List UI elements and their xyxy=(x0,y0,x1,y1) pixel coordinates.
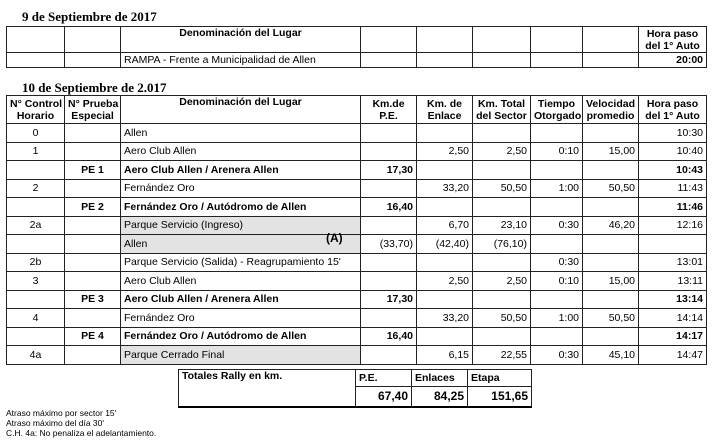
cell-lugar: Fernández Oro xyxy=(121,179,361,198)
cell-control: 4 xyxy=(7,309,65,328)
cell-tiempo xyxy=(531,198,583,217)
day1-hora: 20:00 xyxy=(639,53,707,68)
header-kmtotal: Km. Total del Sector xyxy=(473,96,531,124)
cell-velocidad: 50,50 xyxy=(583,179,639,198)
cell-km-total xyxy=(473,253,531,272)
annotation-label: (A) xyxy=(326,231,343,245)
stage-row xyxy=(7,198,707,217)
cell-tiempo xyxy=(531,290,583,309)
cell-lugar: Parque Servicio (Ingreso) xyxy=(121,216,361,235)
cell-lugar: Aero Club Allen / Arenera Allen xyxy=(121,290,361,309)
header-tiempo: Tiempo Otorgado xyxy=(531,96,583,124)
cell-tiempo: 0:30 xyxy=(531,253,583,272)
cell-velocidad xyxy=(583,327,639,346)
cell-velocidad: 15,00 xyxy=(583,272,639,291)
cell-velocidad: 46,20 xyxy=(583,216,639,235)
cell-tiempo xyxy=(531,124,583,143)
header-hora: Hora paso del 1° Auto xyxy=(639,96,707,124)
cell-lugar: Fernández Oro / Autódromo de Allen xyxy=(121,198,361,217)
cell-hora: 10:30 xyxy=(639,124,707,143)
cell-hora xyxy=(639,235,707,254)
table-row xyxy=(7,142,707,161)
cell-km-enlace: 33,20 xyxy=(417,309,473,328)
cell-control: 3 xyxy=(7,272,65,291)
stage-row xyxy=(7,327,707,346)
cell-velocidad: 50,50 xyxy=(583,309,639,328)
cell-lugar: Aero Club Allen xyxy=(121,142,361,161)
totals-pe-label: P.E. xyxy=(356,370,412,387)
cell-lugar: Fernández Oro xyxy=(121,309,361,328)
day2-header-row xyxy=(7,96,707,124)
note-sector: Atraso máximo por sector 15' xyxy=(6,408,117,418)
cell-km-enlace xyxy=(417,124,473,143)
cell-km-enlace xyxy=(417,253,473,272)
cell-hora: 11:46 xyxy=(639,198,707,217)
cell-km-pe xyxy=(361,309,417,328)
cell-hora: 14:17 xyxy=(639,327,707,346)
cell-prueba xyxy=(65,142,121,161)
cell-lugar: Allen xyxy=(121,235,361,254)
cell-km-enlace: 33,20 xyxy=(417,179,473,198)
cell-km-total xyxy=(473,124,531,143)
day1-header-row xyxy=(7,27,707,53)
day1-lugar-header: Denominación del Lugar xyxy=(121,27,361,53)
cell-lugar: Aero Club Allen xyxy=(121,272,361,291)
totals-etapa-label: Etapa xyxy=(468,370,532,387)
cell-lugar: Parque Servicio (Salida) - Reagrupamiento 15' xyxy=(121,253,361,272)
cell-prueba: PE 3 xyxy=(65,290,121,309)
stage-row xyxy=(7,161,707,180)
cell-prueba xyxy=(65,346,121,365)
cell-velocidad: 45,10 xyxy=(583,346,639,365)
cell-control xyxy=(7,161,65,180)
cell-prueba: PE 2 xyxy=(65,198,121,217)
cell-prueba xyxy=(65,216,121,235)
cell-velocidad xyxy=(583,124,639,143)
cell-hora: 11:43 xyxy=(639,179,707,198)
cell-control: 2a xyxy=(7,216,65,235)
table-row xyxy=(7,235,707,254)
cell-lugar: Aero Club Allen / Arenera Allen xyxy=(121,161,361,180)
cell-prueba: PE 1 xyxy=(65,161,121,180)
cell-km-pe xyxy=(361,253,417,272)
cell-hora: 14:47 xyxy=(639,346,707,365)
cell-velocidad xyxy=(583,198,639,217)
cell-km-total xyxy=(473,161,531,180)
day2-title: 10 de Septiembre de 2.017 xyxy=(22,80,167,95)
totals-etapa-value: 151,65 xyxy=(468,387,532,407)
cell-tiempo: 0:30 xyxy=(531,346,583,365)
cell-lugar: Allen xyxy=(121,124,361,143)
cell-control xyxy=(7,198,65,217)
cell-hora: 13:01 xyxy=(639,253,707,272)
cell-control xyxy=(7,290,65,309)
cell-prueba xyxy=(65,179,121,198)
cell-km-enlace xyxy=(417,290,473,309)
cell-km-pe xyxy=(361,124,417,143)
header-prueba: N° Prueba Especial xyxy=(65,96,121,124)
day1-hora-header: Hora paso del 1° Auto xyxy=(639,27,707,53)
cell-km-total: (76,10) xyxy=(473,235,531,254)
cell-prueba xyxy=(65,124,121,143)
cell-km-pe: 16,40 xyxy=(361,198,417,217)
cell-velocidad: 15,00 xyxy=(583,142,639,161)
cell-km-pe xyxy=(361,216,417,235)
cell-hora: 13:14 xyxy=(639,290,707,309)
cell-km-total xyxy=(473,327,531,346)
cell-control xyxy=(7,235,65,254)
day1-table xyxy=(6,26,707,68)
cell-tiempo xyxy=(531,161,583,180)
cell-control: 0 xyxy=(7,124,65,143)
cell-km-pe xyxy=(361,179,417,198)
cell-km-pe xyxy=(361,272,417,291)
cell-lugar: Parque Cerrado Final xyxy=(121,346,361,365)
day1-row xyxy=(7,53,707,68)
cell-hora: 12:16 xyxy=(639,216,707,235)
cell-prueba xyxy=(65,235,121,254)
totals-label: Totales Rally en km. xyxy=(179,370,356,407)
cell-tiempo: 0:10 xyxy=(531,142,583,161)
cell-km-pe: 16,40 xyxy=(361,327,417,346)
cell-km-enlace xyxy=(417,198,473,217)
cell-km-total: 50,50 xyxy=(473,179,531,198)
table-row xyxy=(7,179,707,198)
header-control: N° Control Horario xyxy=(7,96,65,124)
cell-km-enlace xyxy=(417,327,473,346)
totals-table xyxy=(178,369,532,408)
cell-km-pe: 17,30 xyxy=(361,161,417,180)
table-row xyxy=(7,309,707,328)
note-day: Atraso máximo del día 30' xyxy=(6,418,105,428)
cell-tiempo: 1:00 xyxy=(531,179,583,198)
cell-km-enlace: 2,50 xyxy=(417,272,473,291)
cell-km-pe: (33,70) xyxy=(361,235,417,254)
totals-pe-value: 67,40 xyxy=(356,387,412,407)
cell-tiempo xyxy=(531,327,583,346)
cell-control: 4a xyxy=(7,346,65,365)
cell-km-total: 23,10 xyxy=(473,216,531,235)
header-velocidad: Velocidad promedio xyxy=(583,96,639,124)
cell-velocidad xyxy=(583,235,639,254)
cell-control: 2 xyxy=(7,179,65,198)
cell-km-total: 2,50 xyxy=(473,272,531,291)
cell-lugar: Fernández Oro / Autódromo de Allen xyxy=(121,327,361,346)
table-row xyxy=(7,346,707,365)
cell-control: 2b xyxy=(7,253,65,272)
cell-km-total xyxy=(473,290,531,309)
cell-hora: 10:43 xyxy=(639,161,707,180)
cell-velocidad xyxy=(583,290,639,309)
cell-prueba xyxy=(65,253,121,272)
cell-prueba xyxy=(65,272,121,291)
stage-row xyxy=(7,290,707,309)
note-ch4a: C.H. 4a: No penaliza el adelantamiento. xyxy=(6,428,157,438)
cell-km-enlace: 2,50 xyxy=(417,142,473,161)
cell-tiempo: 1:00 xyxy=(531,309,583,328)
day2-table xyxy=(6,95,707,365)
notes xyxy=(6,408,156,438)
cell-km-pe xyxy=(361,142,417,161)
day1-title: 9 de Septiembre de 2017 xyxy=(22,9,157,24)
cell-km-pe xyxy=(361,346,417,365)
cell-velocidad xyxy=(583,161,639,180)
table-row xyxy=(7,216,707,235)
totals-enlaces-label: Enlaces xyxy=(412,370,468,387)
cell-hora: 13:11 xyxy=(639,272,707,291)
header-kmpe: Km.de P.E. xyxy=(361,96,417,124)
day1-lugar: RAMPA - Frente a Municipalidad de Allen xyxy=(121,53,361,68)
header-kmenlace: Km. de Enlace xyxy=(417,96,473,124)
table-row xyxy=(7,124,707,143)
cell-tiempo: 0:10 xyxy=(531,272,583,291)
cell-prueba: PE 4 xyxy=(65,327,121,346)
cell-control: 1 xyxy=(7,142,65,161)
cell-hora: 10:40 xyxy=(639,142,707,161)
cell-km-total: 22,55 xyxy=(473,346,531,365)
cell-km-enlace xyxy=(417,161,473,180)
cell-km-total: 2,50 xyxy=(473,142,531,161)
table-row xyxy=(7,253,707,272)
cell-hora: 14:14 xyxy=(639,309,707,328)
cell-control xyxy=(7,327,65,346)
cell-km-total xyxy=(473,198,531,217)
cell-velocidad xyxy=(583,253,639,272)
cell-km-total: 50,50 xyxy=(473,309,531,328)
table-row xyxy=(7,272,707,291)
cell-km-enlace: (42,40) xyxy=(417,235,473,254)
cell-km-enlace: 6,15 xyxy=(417,346,473,365)
totals-enlaces-value: 84,25 xyxy=(412,387,468,407)
cell-tiempo: 0:30 xyxy=(531,216,583,235)
cell-prueba xyxy=(65,309,121,328)
cell-km-pe: 17,30 xyxy=(361,290,417,309)
cell-tiempo xyxy=(531,235,583,254)
header-lugar: Denominación del Lugar xyxy=(121,96,361,124)
cell-km-enlace: 6,70 xyxy=(417,216,473,235)
